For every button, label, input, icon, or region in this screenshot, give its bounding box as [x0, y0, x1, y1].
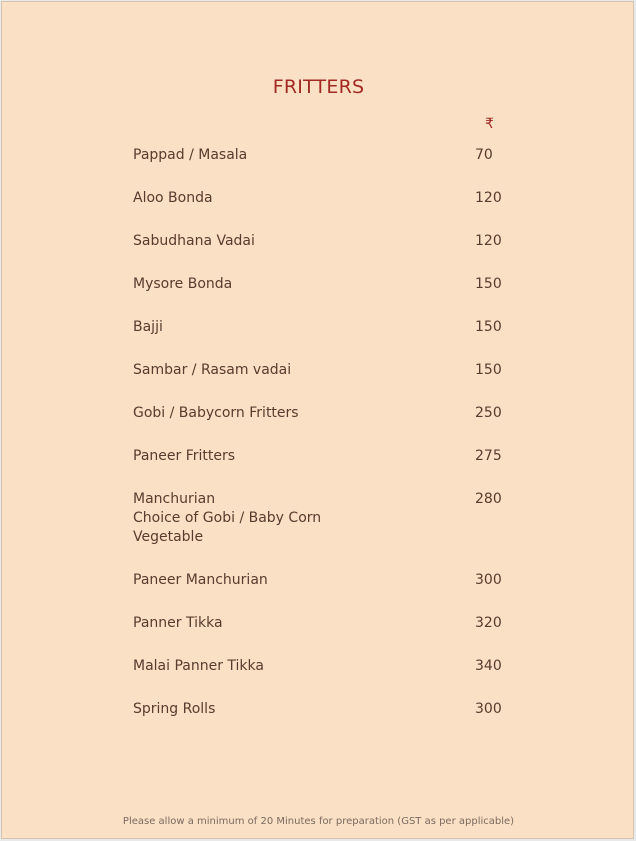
- item-price: 300: [475, 572, 502, 588]
- item-name: Pappad / Masala: [133, 147, 248, 163]
- item-name: Sambar / Rasam vadai: [133, 362, 292, 378]
- item-name: Gobi / Babycorn Fritters: [133, 405, 299, 421]
- item-price: 70: [475, 147, 493, 163]
- menu-item: [133, 490, 553, 547]
- menu-page: [1, 1, 634, 839]
- menu-list: [133, 146, 553, 719]
- item-name: Manchurian Choice of Gobi / Baby Corn Vegetable: [133, 491, 322, 545]
- item-price: 275: [475, 448, 502, 464]
- item-price: 320: [475, 615, 502, 631]
- menu-item: [133, 447, 553, 466]
- menu-item: [133, 275, 553, 294]
- item-price: 150: [475, 276, 502, 292]
- item-name: Paneer Fritters: [133, 448, 236, 464]
- item-price: 300: [475, 701, 502, 717]
- item-name: Spring Rolls: [133, 701, 216, 717]
- menu-item: [133, 571, 553, 590]
- currency-symbol: ₹: [485, 116, 494, 132]
- menu-item: [133, 614, 553, 633]
- item-name: Mysore Bonda: [133, 276, 233, 292]
- item-price: 150: [475, 319, 502, 335]
- menu-item: [133, 146, 553, 165]
- item-name: Paneer Manchurian: [133, 572, 268, 588]
- item-name: Panner Tikka: [133, 615, 223, 631]
- menu-item: [133, 189, 553, 208]
- section-title: FRITTERS: [272, 76, 365, 98]
- item-name: Aloo Bonda: [133, 190, 213, 206]
- menu-item: [133, 318, 553, 337]
- item-name: Sabudhana Vadai: [133, 233, 255, 249]
- menu-item: [133, 361, 553, 380]
- item-name: Bajji: [133, 319, 163, 335]
- item-price: 280: [475, 491, 502, 507]
- menu-item: [133, 232, 553, 251]
- item-price: 250: [475, 405, 502, 421]
- item-price: 120: [475, 190, 502, 206]
- menu-item: [133, 404, 553, 423]
- menu-item: [133, 657, 553, 676]
- item-price: 150: [475, 362, 502, 378]
- item-name: Malai Panner Tikka: [133, 658, 264, 674]
- item-price: 340: [475, 658, 502, 674]
- menu-item: [133, 700, 553, 719]
- item-price: 120: [475, 233, 502, 249]
- footer-note: Please allow a minimum of 20 Minutes for preparation (GST as per applicable): [122, 816, 515, 827]
